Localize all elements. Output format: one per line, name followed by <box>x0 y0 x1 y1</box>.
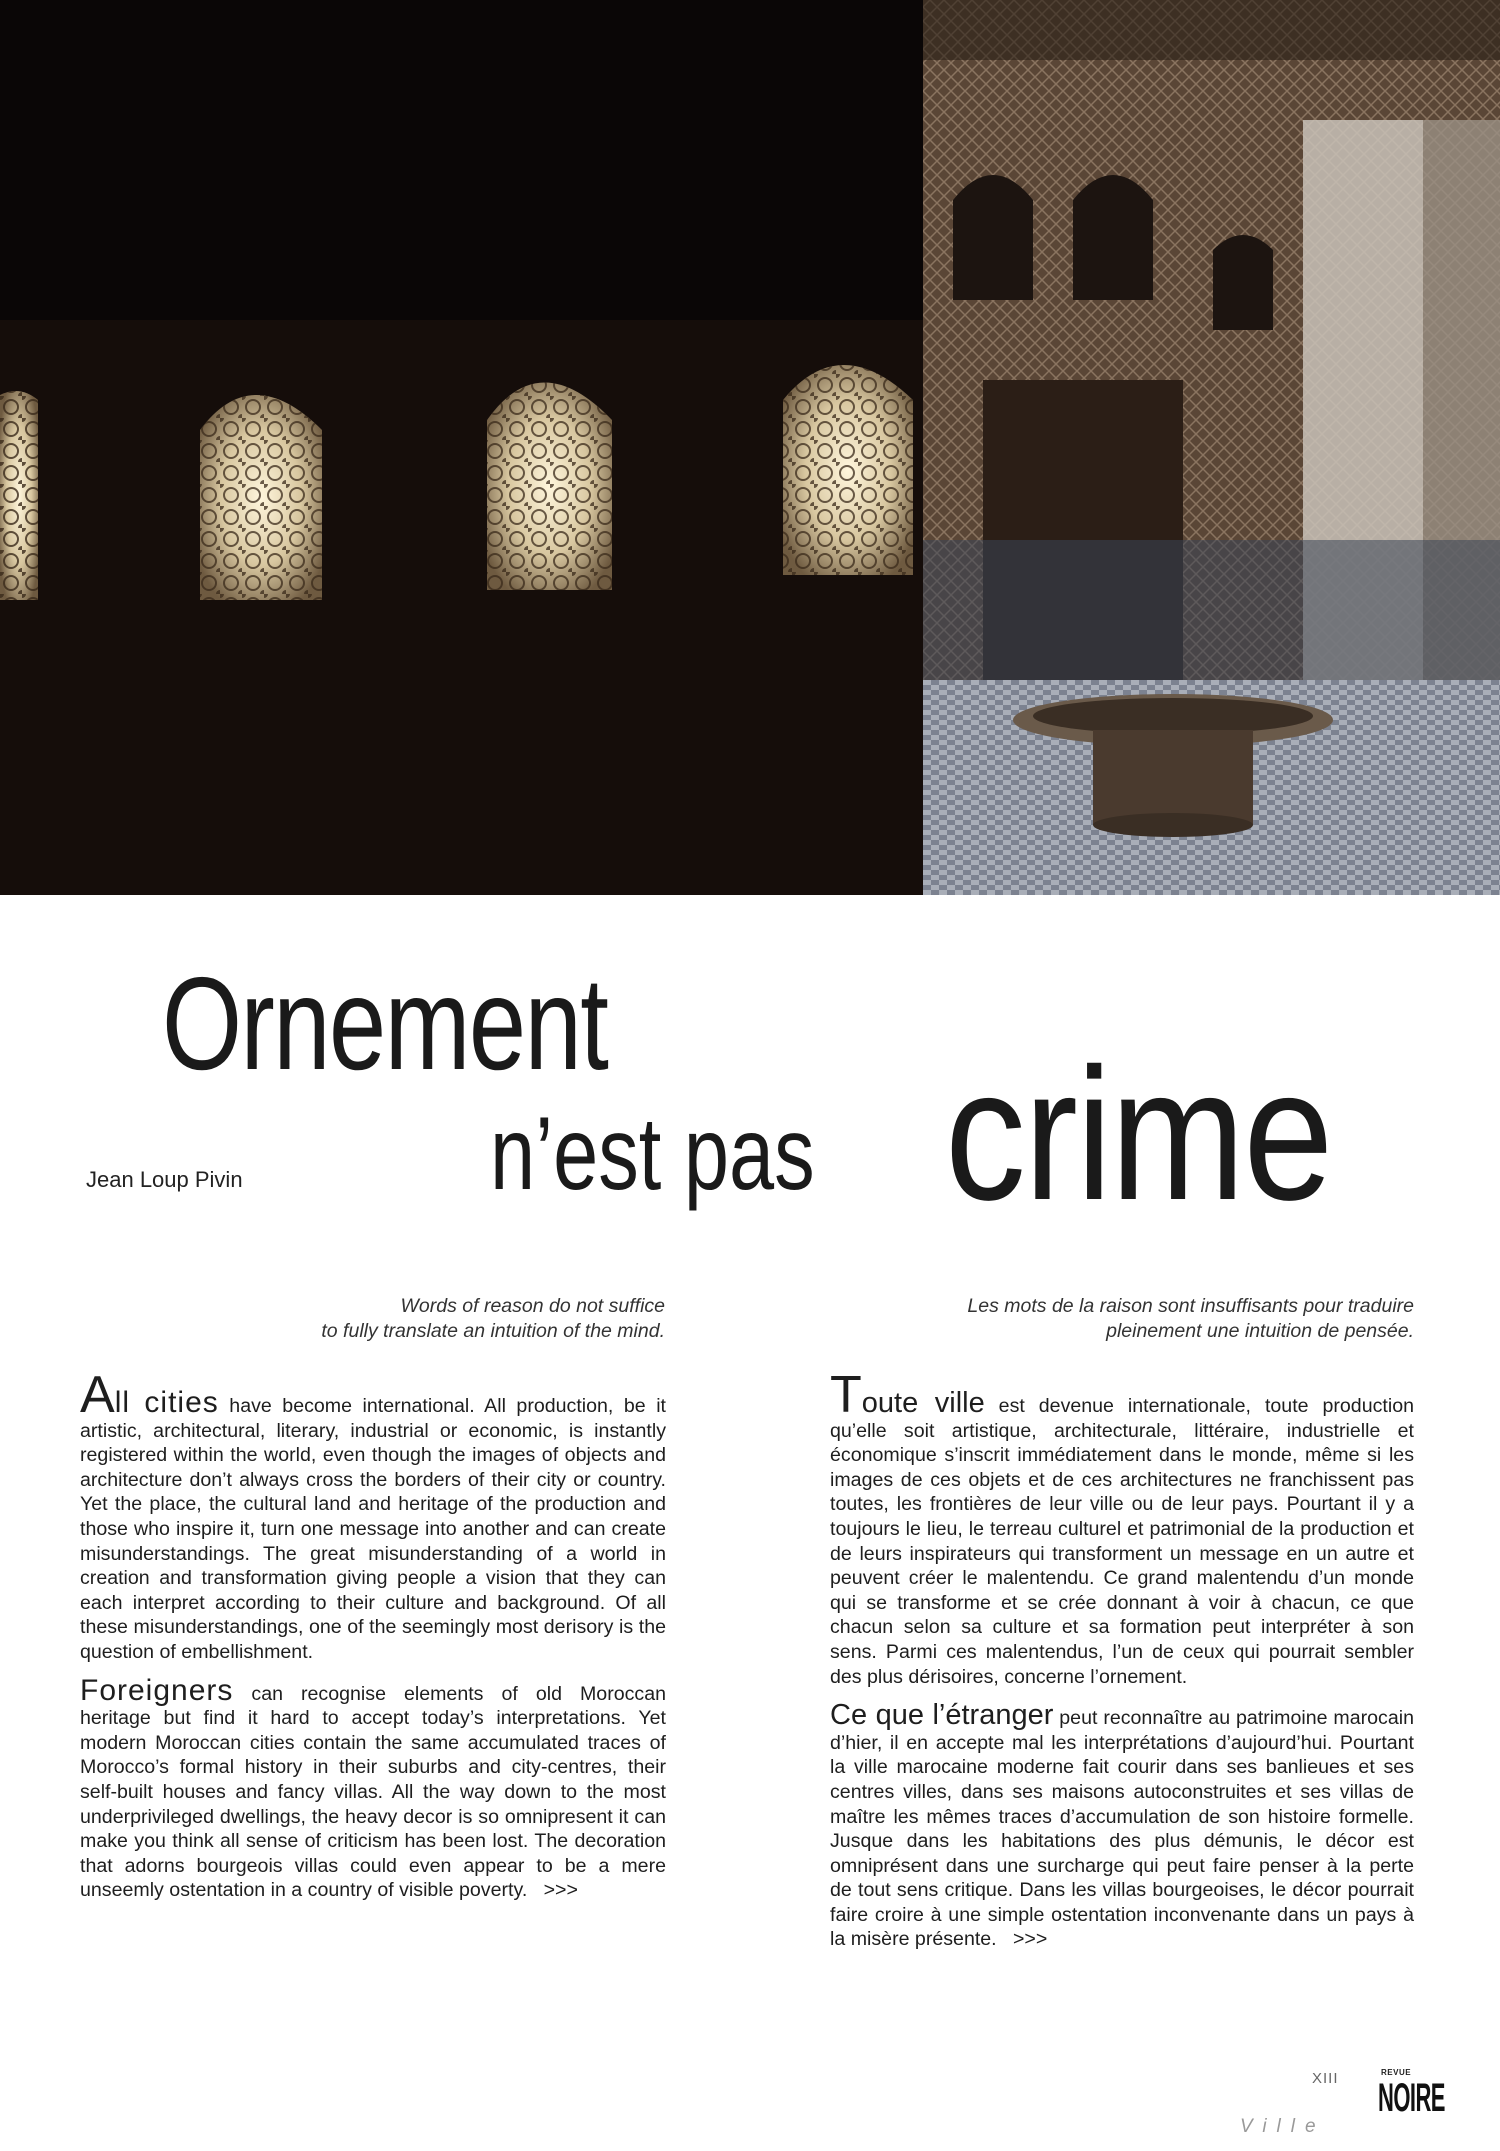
courtyard-photo <box>923 0 1500 895</box>
french-drop-cap: T <box>830 1366 862 1424</box>
english-lead-in-2: Foreigners <box>80 1673 234 1707</box>
interior-windows-illustration <box>0 0 923 895</box>
french-lead-in-2: Ce que l’étranger <box>830 1699 1054 1732</box>
french-column <box>830 1366 1414 1966</box>
lattice-window-1 <box>0 391 38 600</box>
lattice-window-3 <box>487 383 612 591</box>
english-body-1: have become international. All production, be it artistic, architectural, literary, industrial or economic, is instantly registered within the world, even though the images of objects and architecture don’t always cross the borders of their city or country. Yet the place, the cultural land and heritage of the production and those who inspire it, turn one message into another and can create misunderstandings. The great misunderstanding of a world in creation and transformation giving people a vision that they can each interpret according to their culture and background. Of all these misunderstandings, one of the seemingly most derisory is the question of embellishment. <box>80 1395 667 1663</box>
interior-windows-photo <box>0 0 923 895</box>
lattice-window-4 <box>783 365 913 575</box>
french-body-1: est devenue internationale, toute production qu’elle soit artistique, architecturale, littéraire, industrielle et économique s’inscrit immédiatement dans le monde, même si les images de ces objets et de ces architectures ne franchissent pas toutes, les frontières de leur ville ou de leur pays. Pourtant il y a toujours le lieu, le terreau culturel et patrimonial de la production et de leurs inspirateurs qui transforment un message en un autre et peuvent créer le malentendu. Ce grand malentendu d’un monde qui se transforme et se crée donnant à voir à chacun, ce que chacun selon sa culture et sa formation peut interpréter à son sens. Parmi ces malentendus, l’un de ceux qui pourrait sembler des plus dérisoires, concerne l’ornement. <box>830 1395 1414 1688</box>
english-paragraph-2 <box>80 1673 666 1903</box>
logo-revue: REVUE <box>1381 2068 1412 2077</box>
epigraph-french-line-1: Les mots de la raison sont insuffisants pour traduire <box>967 1295 1414 1317</box>
french-continued-marker: >>> <box>1012 1928 1048 1951</box>
english-paragraph-1 <box>80 1366 667 1665</box>
title-line-3: crime <box>945 1029 1332 1239</box>
courtyard-illustration <box>923 0 1500 895</box>
english-body-2: can recognise elements of old Moroccan heritage but find it hard to accept today’s interpretations. Yet modern Moroccan cities contain the same accumulated traces of Morocco’s formal history in their suburbs and city-centres, their self-built houses and fancy villas. All the way down to the most underprivileged dwellings, the heavy decor is so omnipresent it can make you think all sense of criticism has been lost. The decoration that adorns bourgeois villas could even appear to be a mere unseemly ostentation in a country of visible poverty. <box>80 1682 666 1902</box>
english-lead-in-1: ll cities <box>114 1386 219 1419</box>
epigraph-french <box>840 1294 1414 1344</box>
lattice-window-2 <box>200 395 322 600</box>
english-continued-marker: >>> <box>543 1879 578 1902</box>
french-body-2: peut reconnaître au patrimoine marocain d’hier, il en accepte mal les interprétations d’aujourd’hui. Pourtant la ville marocaine moderne fait courir dans ses banlieues et ses centres villes, dans ses maisons autoconstruites et ses villas de maître les mêmes traces d’accumulation de son histoire formelle. Jusque dans les habitations des plus démunis, le décor est omniprésent dans une surcharge qui peut faire penser à la perte de tout sens critique. Dans les villas bourgeoises, le décor pourrait faire croire à une simple ostentation inconvenante dans un pays à la misère présente. <box>830 1707 1414 1951</box>
epigraph-english-line-1: Words of reason do not suffice <box>400 1295 665 1317</box>
page-number: XIII <box>1312 2070 1339 2087</box>
english-drop-cap: A <box>80 1366 115 1424</box>
epigraph-english-line-2: to fully translate an intuition of the mind. <box>321 1320 665 1342</box>
french-paragraph-2 <box>830 1699 1414 1952</box>
title-line-1: Ornement <box>162 950 608 1097</box>
french-paragraph-1 <box>830 1366 1414 1689</box>
author-byline: Jean Loup Pivin <box>86 1167 243 1192</box>
epigraph-french-line-2: pleinement une intuition de pensée. <box>1106 1320 1414 1342</box>
english-column <box>80 1366 667 1917</box>
epigraph-english <box>180 1294 665 1344</box>
section-label: Ville <box>1240 2116 1326 2137</box>
title-line-2: n’est pas <box>490 1096 815 1212</box>
logo-noire: NOIRE <box>1378 2076 1445 2120</box>
french-lead-in-1: oute ville <box>861 1387 985 1419</box>
